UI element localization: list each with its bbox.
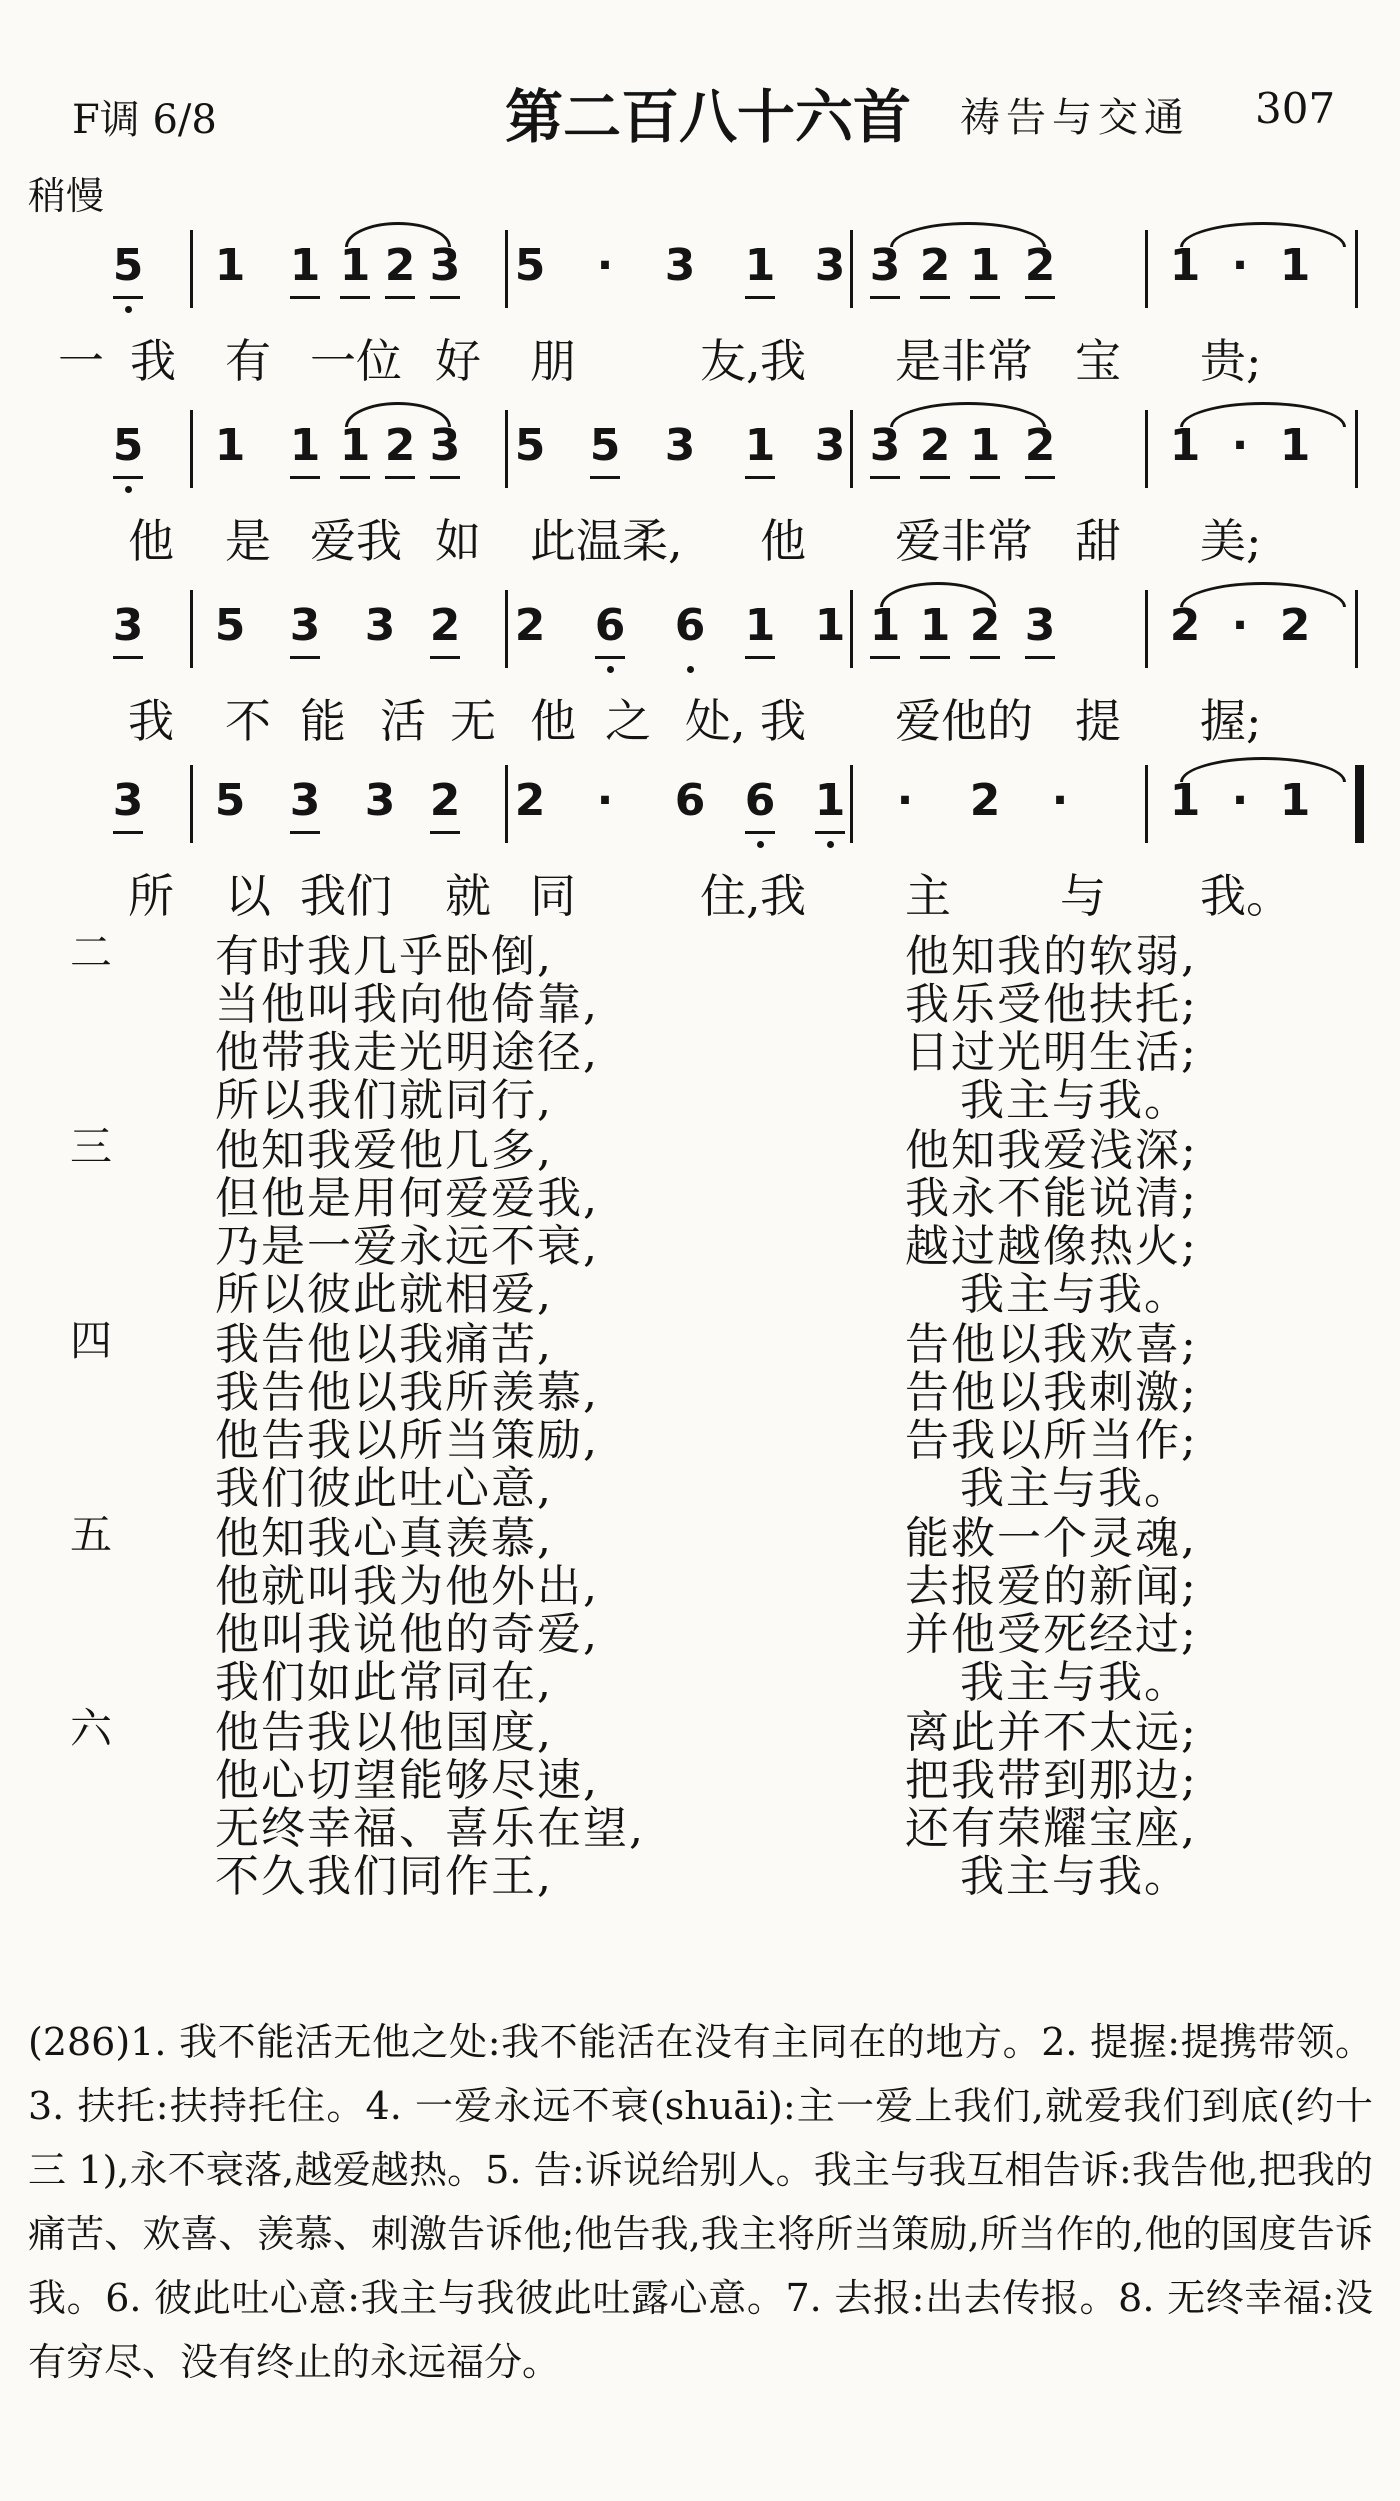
score-note: 1 — [869, 600, 901, 651]
barline — [1355, 590, 1358, 668]
score-note: 5 — [514, 240, 546, 291]
verse-line-right: 告他以我欢喜; — [905, 1319, 1198, 1370]
verse-line-left: 他叫我说他的奇爱, — [215, 1609, 599, 1660]
verse-line-left: 他知我爱他几多, — [215, 1125, 553, 1176]
score-note: 1 — [339, 240, 371, 291]
verse-number: 四 — [70, 1316, 113, 1365]
eighth-note-underline — [745, 296, 775, 299]
verse-line-right: 日过光明生活; — [905, 1027, 1198, 1078]
score-note: 3 — [1024, 600, 1056, 651]
score-note: 1 — [1169, 775, 1201, 826]
score-note: 3 — [814, 420, 846, 471]
lyric-syllable: 美; — [1200, 514, 1262, 568]
slur-arc — [880, 582, 996, 607]
score-note: 1 — [744, 420, 776, 471]
eighth-note-underline — [340, 296, 370, 299]
score-note: 1 — [289, 240, 321, 291]
score-note: 3 — [112, 775, 144, 826]
page-number: 307 — [1255, 84, 1336, 133]
lyric-syllable: 我 — [130, 334, 176, 388]
barline — [850, 590, 853, 668]
footnotes — [28, 2010, 1373, 2394]
lyrics-row — [0, 325, 1400, 388]
lyric-syllable: 此温柔, — [530, 514, 683, 568]
lyric-syllable: 好 — [435, 334, 481, 388]
eighth-note-underline — [1025, 476, 1055, 479]
barline — [850, 410, 853, 488]
lyric-syllable: 处, — [685, 694, 746, 748]
score-note: · — [596, 240, 614, 291]
score-note: 1 — [1169, 240, 1201, 291]
score-note: 6 — [744, 775, 776, 826]
verse-line-left: 不久我们同作王, — [215, 1851, 553, 1902]
score-note: · — [1051, 775, 1069, 826]
score-note: 3 — [664, 240, 696, 291]
lyric-syllable: 同 — [530, 869, 576, 923]
barline — [1145, 230, 1148, 308]
verse-line-left: 他带我走光明途径, — [215, 1027, 599, 1078]
verse-line-right: 我主与我。 — [960, 1269, 1190, 1320]
score-note: 3 — [869, 240, 901, 291]
eighth-note-underline — [113, 656, 143, 659]
slur-arc — [890, 222, 1046, 247]
score-note: 6 — [594, 600, 626, 651]
verse-line-left: 他就叫我为他外出, — [215, 1561, 599, 1612]
verse-line-right: 能救一个灵魂, — [905, 1513, 1197, 1564]
score-note: 1 — [814, 600, 846, 651]
score-note: 5 — [112, 240, 144, 291]
verse-line-right: 我永不能说清; — [905, 1173, 1198, 1224]
lyric-syllable: 主 — [905, 869, 951, 923]
notes-row — [0, 590, 1400, 680]
score-note: 1 — [969, 240, 1001, 291]
score-note: 3 — [289, 775, 321, 826]
key-signature: F调 6/8 — [72, 97, 217, 143]
score-note: 1 — [214, 420, 246, 471]
lyric-syllable: 他 — [128, 514, 174, 568]
lyric-syllable: 他 — [530, 694, 576, 748]
verse-line-right: 他知我爱浅深; — [905, 1125, 1198, 1176]
eighth-note-underline — [870, 476, 900, 479]
barline — [850, 230, 853, 308]
score-note: 1 — [744, 240, 776, 291]
hymn-title: 第二百八十六首 — [505, 83, 912, 151]
verse-number: 三 — [70, 1122, 113, 1171]
lyric-syllable: 爱我 — [310, 514, 402, 568]
barline — [190, 765, 193, 843]
barline — [1145, 590, 1148, 668]
score-note: 1 — [289, 420, 321, 471]
score-note: 5 — [214, 775, 246, 826]
verse-number: 二 — [70, 928, 113, 977]
lyric-syllable: 我。 — [1200, 869, 1292, 923]
score-note: 2 — [1024, 420, 1056, 471]
eighth-note-underline — [745, 656, 775, 659]
lyric-syllable: 是非常 — [895, 334, 1033, 388]
eighth-note-underline — [595, 656, 625, 659]
verse-line-left: 所以我们就同行, — [215, 1075, 553, 1126]
eighth-note-underline — [430, 296, 460, 299]
barline — [1355, 230, 1358, 308]
lyric-syllable: 活 — [380, 694, 426, 748]
barline — [505, 765, 508, 843]
score-note: 3 — [869, 420, 901, 471]
lyric-syllable: 他 — [760, 514, 806, 568]
lyric-syllable: 以 — [225, 869, 271, 923]
lyric-syllable: 与 — [1060, 869, 1106, 923]
low-octave-dot — [125, 486, 132, 493]
score-note: 3 — [112, 600, 144, 651]
score-note: 5 — [589, 420, 621, 471]
eighth-note-underline — [430, 656, 460, 659]
score-note: 2 — [969, 600, 1001, 651]
lyrics-row — [0, 505, 1400, 568]
score-note: 5 — [214, 600, 246, 651]
score-note: · — [896, 775, 914, 826]
score-note: 2 — [384, 420, 416, 471]
verse-line-left: 所以彼此就相爱, — [215, 1269, 553, 1320]
verse-line-right: 我主与我。 — [960, 1657, 1190, 1708]
eighth-note-underline — [1025, 296, 1055, 299]
score-note: · — [1231, 600, 1249, 651]
barline — [505, 410, 508, 488]
lyric-syllable: 一 — [58, 334, 104, 388]
verse-line-left: 但他是用何爱爱我, — [215, 1173, 599, 1224]
slur-arc — [345, 222, 451, 247]
verse-line-left: 我们彼此吐心意, — [215, 1463, 553, 1514]
lyric-syllable: 无 — [450, 694, 496, 748]
notes-row — [0, 765, 1400, 855]
lyrics-row — [0, 685, 1400, 748]
eighth-note-underline — [430, 831, 460, 834]
eighth-note-underline — [113, 296, 143, 299]
score-note: 6 — [674, 775, 706, 826]
score-note: 1 — [1169, 420, 1201, 471]
verse-line-left: 我告他以我所羡慕, — [215, 1367, 599, 1418]
score-note: · — [1231, 420, 1249, 471]
lyric-syllable: 我 — [760, 869, 806, 923]
score-note: 2 — [384, 240, 416, 291]
lyric-syllable: 爱他的 — [895, 694, 1033, 748]
lyric-syllable: 如 — [435, 514, 481, 568]
verse-line-left: 他告我以他国度, — [215, 1707, 553, 1758]
lyric-syllable: 朋 — [530, 334, 576, 388]
score-note: 1 — [1279, 775, 1311, 826]
eighth-note-underline — [290, 296, 320, 299]
eighth-note-underline — [290, 831, 320, 834]
lyric-syllable: 我 — [760, 334, 806, 388]
barline — [1145, 765, 1148, 843]
score-note: 2 — [429, 775, 461, 826]
lyric-syllable: 爱非常 — [895, 514, 1033, 568]
slur-arc — [1180, 222, 1346, 247]
eighth-note-underline — [920, 296, 950, 299]
eighth-note-underline — [430, 476, 460, 479]
score-note: 1 — [744, 600, 776, 651]
eighth-note-underline — [970, 656, 1000, 659]
verse-line-left: 他告我以所当策励, — [215, 1415, 599, 1466]
score-note: 3 — [364, 600, 396, 651]
low-octave-dot — [687, 666, 694, 673]
lyric-syllable: 一位 — [310, 334, 402, 388]
verse-line-right: 我主与我。 — [960, 1463, 1190, 1514]
barline — [190, 590, 193, 668]
score-note: 3 — [289, 600, 321, 651]
music-score — [0, 190, 1400, 923]
lyric-syllable: 友, — [700, 334, 761, 388]
barline — [1355, 765, 1364, 843]
lyric-syllable: 握; — [1200, 694, 1262, 748]
verse-line-right: 我乐受他扶托; — [905, 979, 1198, 1030]
eighth-note-underline — [870, 656, 900, 659]
hymn-category: 祷告与交通 — [960, 95, 1190, 141]
lyric-syllable: 不 — [225, 694, 271, 748]
eighth-note-underline — [385, 296, 415, 299]
eighth-note-underline — [920, 476, 950, 479]
hymn-header — [0, 70, 1400, 150]
eighth-note-underline — [745, 831, 775, 834]
score-note: 3 — [814, 240, 846, 291]
lyric-syllable: 是 — [225, 514, 271, 568]
lyric-syllable: 宝 — [1075, 334, 1121, 388]
tempo-marking: 稍慢 — [28, 174, 105, 218]
low-octave-dot — [827, 841, 834, 848]
lyric-syllable: 甜 — [1075, 514, 1121, 568]
verse-line-left: 无终幸福、喜乐在望, — [215, 1803, 645, 1854]
score-note: 1 — [1279, 420, 1311, 471]
eighth-note-underline — [590, 476, 620, 479]
verse-line-right: 告我以所当作; — [905, 1415, 1198, 1466]
score-note: 6 — [674, 600, 706, 651]
lyric-syllable: 提 — [1075, 694, 1121, 748]
score-note: 2 — [919, 420, 951, 471]
score-note: 1 — [1279, 240, 1311, 291]
verse-line-left: 他知我心真羡慕, — [215, 1513, 553, 1564]
notes-row — [0, 410, 1400, 500]
lyric-syllable: 贵; — [1200, 334, 1262, 388]
score-note: 2 — [1279, 600, 1311, 651]
score-note: 2 — [919, 240, 951, 291]
lyric-syllable: 就 — [445, 869, 491, 923]
slur-arc — [1180, 402, 1346, 427]
verse-line-right: 我主与我。 — [960, 1075, 1190, 1126]
score-note: 2 — [1169, 600, 1201, 651]
score-note: 2 — [514, 775, 546, 826]
verse-line-right: 去报爱的新闻; — [905, 1561, 1198, 1612]
eighth-note-underline — [113, 476, 143, 479]
eighth-note-underline — [113, 831, 143, 834]
lyrics-row — [0, 860, 1400, 923]
verse-line-left: 我告他以我痛苦, — [215, 1319, 553, 1370]
lyric-syllable: 住, — [700, 869, 761, 923]
score-note: 2 — [514, 600, 546, 651]
slur-arc — [345, 402, 451, 427]
eighth-note-underline — [815, 831, 845, 834]
eighth-note-underline — [385, 476, 415, 479]
score-note: 1 — [919, 600, 951, 651]
eighth-note-underline — [920, 656, 950, 659]
barline — [505, 230, 508, 308]
eighth-note-underline — [1025, 656, 1055, 659]
verse-line-left: 乃是一爱永远不衰, — [215, 1221, 599, 1272]
score-note: 5 — [514, 420, 546, 471]
barline — [1355, 410, 1358, 488]
score-note: 3 — [664, 420, 696, 471]
lyric-syllable: 之 — [605, 694, 651, 748]
eighth-note-underline — [870, 296, 900, 299]
score-note: · — [1231, 240, 1249, 291]
notes-row — [0, 230, 1400, 320]
slur-arc — [1180, 757, 1346, 782]
score-note: 1 — [214, 240, 246, 291]
barline — [190, 230, 193, 308]
slur-arc — [890, 402, 1046, 427]
barline — [850, 765, 853, 843]
barline — [505, 590, 508, 668]
verse-line-right: 并他受死经过; — [905, 1609, 1198, 1660]
eighth-note-underline — [970, 296, 1000, 299]
score-note: 1 — [814, 775, 846, 826]
score-note: 2 — [969, 775, 1001, 826]
lyric-syllable: 我们 — [300, 869, 392, 923]
low-octave-dot — [125, 306, 132, 313]
score-note: 2 — [1024, 240, 1056, 291]
eighth-note-underline — [290, 656, 320, 659]
verse-number: 五 — [70, 1510, 113, 1559]
verse-line-right: 越过越像热火; — [905, 1221, 1198, 1272]
footnotes-text: (286)1. 我不能活无他之处:我不能活在没有主同在的地方。2. 提握:提携带领。3. 扶托:扶持托住。4. 一爱永远不衰(shuāi):主一爱上我们,就爱我们到底(约十三 1),永不衰落,越爱越热。5. 告:诉说给别人。我主与我互相告诉:我告他,把我的痛苦、欢喜、羡慕、刺激告诉他;他告我,我主将所当策励,所当作的,他的国度告诉我。6. 彼此吐心意:我主与我彼此吐露心意。7. 去报:出去传报。8. 无终幸福:没有穷尽、没有终止的永远福分。 — [28, 2020, 1373, 2384]
low-octave-dot — [757, 841, 764, 848]
score-note: 1 — [969, 420, 1001, 471]
verse-line-right: 把我带到那边; — [905, 1755, 1198, 1806]
verse-number: 六 — [70, 1704, 113, 1753]
score-note: 3 — [364, 775, 396, 826]
verse-line-right: 他知我的软弱, — [905, 931, 1197, 982]
lyric-syllable: 有 — [225, 334, 271, 388]
score-note: 2 — [429, 600, 461, 651]
score-note: 3 — [429, 240, 461, 291]
eighth-note-underline — [745, 476, 775, 479]
slur-arc — [1180, 582, 1346, 607]
verse-line-left: 我们如此常同在, — [215, 1657, 553, 1708]
verse-line-left: 有时我几乎卧倒, — [215, 931, 553, 982]
lyric-syllable: 所 — [128, 869, 174, 923]
score-note: · — [596, 775, 614, 826]
eighth-note-underline — [340, 476, 370, 479]
low-octave-dot — [607, 666, 614, 673]
verse-line-right: 还有荣耀宝座, — [905, 1803, 1197, 1854]
verse-line-right: 我主与我。 — [960, 1851, 1190, 1902]
barline — [190, 410, 193, 488]
lyric-syllable: 能 — [300, 694, 346, 748]
verse-line-left: 当他叫我向他倚靠, — [215, 979, 599, 1030]
verse-line-right: 离此并不太远; — [905, 1707, 1198, 1758]
score-note: 1 — [339, 420, 371, 471]
eighth-note-underline — [970, 476, 1000, 479]
barline — [1145, 410, 1148, 488]
lyric-syllable: 我 — [128, 694, 174, 748]
verse-line-left: 他心切望能够尽速, — [215, 1755, 599, 1806]
score-note: 5 — [112, 420, 144, 471]
eighth-note-underline — [290, 476, 320, 479]
lyric-syllable: 我 — [760, 694, 806, 748]
score-note: · — [1231, 775, 1249, 826]
score-note: 3 — [429, 420, 461, 471]
verse-line-right: 告他以我刺激; — [905, 1367, 1198, 1418]
